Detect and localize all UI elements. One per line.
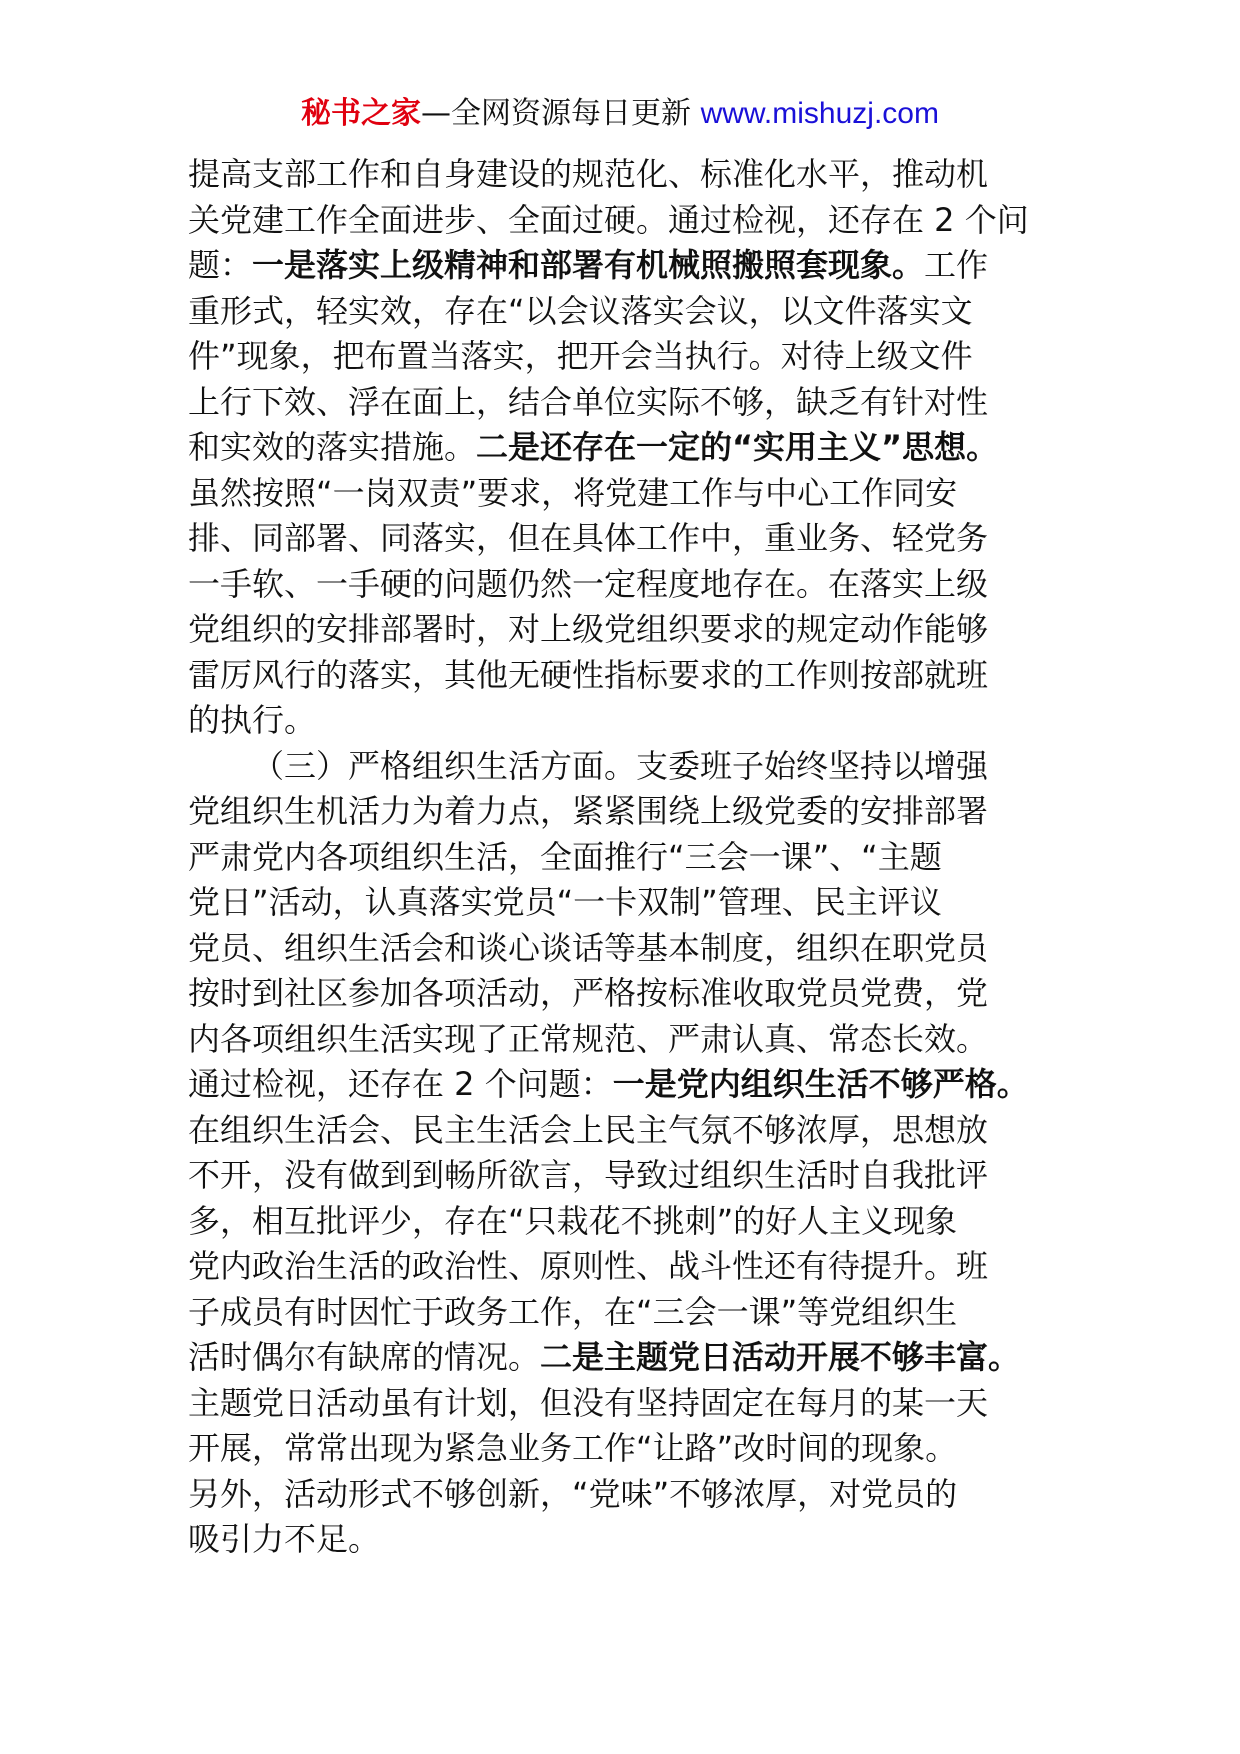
text-line — [188, 1199, 1088, 1245]
text-segment: 提高支部工作和自身建设的规范化、标准化水平，推动机 — [188, 155, 989, 193]
site-header — [0, 94, 1240, 134]
text-line — [188, 835, 1088, 881]
text-segment: 另外，活动形式不够创新，“党味”不够浓厚，对党员的 — [188, 1474, 958, 1513]
site-url-link[interactable]: www.mishuzj.com — [700, 97, 939, 130]
text-segment: 严肃党内各项组织生活，全面推行“三会一课”、“主题 — [188, 837, 942, 876]
site-brand: 秘书之家 — [301, 96, 422, 131]
text-line — [188, 744, 1088, 790]
text-line — [188, 1335, 1088, 1381]
text-line — [188, 926, 1088, 972]
text-line — [188, 516, 1088, 562]
bold-text-segment: 二是还存在一定的“实用主义”思想。 — [476, 428, 999, 466]
text-line — [188, 471, 1088, 517]
text-segment: 和实效的落实措施。 — [188, 428, 477, 466]
text-segment: 党员、组织生活会和谈心谈话等基本制度，组织在职党员 — [188, 928, 989, 967]
text-segment: 党日”活动，认真落实党员“一卡双制”管理、民主评议 — [188, 883, 942, 921]
text-line — [188, 152, 1088, 198]
text-segment: 通过检视，还存在 2 个问题： — [188, 1065, 613, 1103]
text-line — [188, 198, 1088, 244]
text-segment: 主题党日活动虽有计划，但没有坚持固定在每月的某一天 — [188, 1383, 989, 1422]
text-segment: 一手软、一手硬的问题仍然一定程度地存在。在落实上级 — [188, 564, 989, 603]
text-line — [188, 653, 1088, 699]
text-segment: 工作 — [924, 246, 989, 284]
text-line — [188, 562, 1088, 608]
text-line — [188, 1290, 1088, 1336]
text-line — [188, 1108, 1088, 1154]
text-line — [188, 1517, 1088, 1563]
text-line — [188, 880, 1088, 926]
document-body — [188, 152, 1088, 1563]
text-line — [188, 334, 1088, 380]
text-segment: 排、同部署、同落实，但在具体工作中，重业务、轻党务 — [188, 519, 989, 557]
text-segment: 党组织的安排部署时，对上级党组织要求的规定动作能够 — [188, 610, 989, 648]
text-line — [188, 698, 1088, 744]
text-segment: 的执行。 — [188, 701, 317, 739]
text-line — [188, 1472, 1088, 1518]
text-segment: 雷厉风行的落实，其他无硬性指标要求的工作则按部就班 — [188, 655, 989, 694]
text-line — [188, 971, 1088, 1017]
text-segment: 在组织生活会、民主生活会上民主气氛不够浓厚，思想放 — [188, 1110, 989, 1149]
text-line — [188, 1244, 1088, 1290]
text-segment: 件”现象，把布置当落实，把开会当执行。对待上级文件 — [188, 337, 973, 375]
text-line — [188, 1381, 1088, 1427]
bold-text-segment: 二是主题党日活动开展不够丰富。 — [540, 1338, 1021, 1376]
text-line — [188, 607, 1088, 653]
text-segment: 党内政治生活的政治性、原则性、战斗性还有待提升。班 — [188, 1247, 989, 1285]
text-line — [188, 380, 1088, 426]
text-segment: 吸引力不足。 — [188, 1520, 381, 1558]
text-segment: 关党建工作全面进步、全面过硬。通过检视，还存在 2 个问 — [188, 200, 1029, 239]
text-line — [188, 425, 1088, 471]
text-line — [188, 1062, 1088, 1108]
text-line — [188, 243, 1088, 289]
text-segment: 重形式，轻实效，存在“以会议落实会议，以文件落实文 — [188, 291, 973, 330]
site-tagline: —全网资源每日更新 — [421, 96, 701, 131]
text-segment: 内各项组织生活实现了正常规范、严肃认真、常态长效。 — [188, 1019, 989, 1058]
text-line — [188, 1017, 1088, 1063]
text-segment: 虽然按照“一岗双责”要求，将党建工作与中心工作同安 — [188, 473, 958, 512]
text-segment: （三）严格组织生活方面。支委班子始终坚持以增强 — [252, 746, 989, 785]
bold-text-segment: 一是落实上级精神和部署有机械照搬照套现象。 — [252, 246, 925, 284]
text-segment: 子成员有时因忙于政务工作，在“三会一课”等党组织生 — [188, 1292, 958, 1331]
text-line — [188, 289, 1088, 335]
text-segment: 开展，常常出现为紧急业务工作“让路”改时间的现象。 — [188, 1429, 958, 1467]
text-segment: 题： — [188, 246, 253, 284]
text-line — [188, 1153, 1088, 1199]
text-segment: 党组织生机活力为着力点，紧紧围绕上级党委的安排部署 — [188, 792, 989, 830]
text-line — [188, 1426, 1088, 1472]
bold-text-segment: 一是党内组织生活不够严格。 — [612, 1065, 1029, 1103]
text-segment: 不开，没有做到到畅所欲言，导致过组织生活时自我批评 — [188, 1156, 989, 1194]
text-segment: 按时到社区参加各项活动，严格按标准收取党员党费，党 — [188, 974, 989, 1012]
text-line — [188, 789, 1088, 835]
text-segment: 上行下效、浮在面上，结合单位实际不够，缺乏有针对性 — [188, 382, 989, 421]
text-segment: 活时偶尔有缺席的情况。 — [188, 1338, 541, 1376]
text-segment: 多，相互批评少，存在“只栽花不挑刺”的好人主义现象 — [188, 1201, 958, 1240]
